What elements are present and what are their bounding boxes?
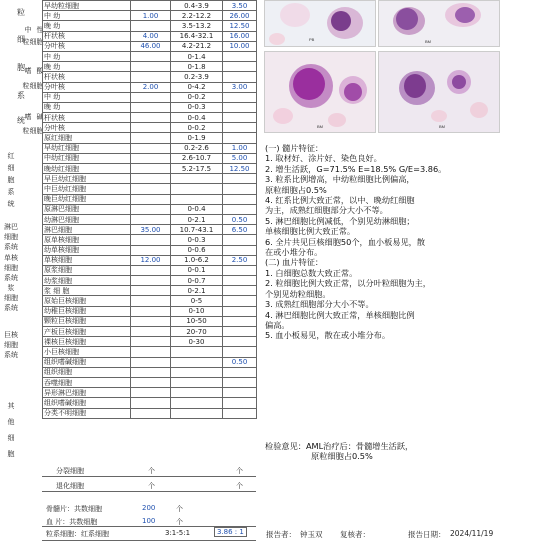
- cell-name: 幼浆细胞: [43, 276, 131, 286]
- cell-ref: 10-50: [171, 316, 223, 326]
- cell-name: 组织嗜碱细胞: [43, 357, 131, 367]
- cell-normal: [223, 72, 257, 82]
- bas-a: 嗜: [24, 113, 32, 121]
- cell-ref: 0-1.9: [171, 133, 223, 143]
- cell-ref: 20-70: [171, 327, 223, 337]
- cell-ref: [171, 194, 223, 204]
- cell-name: 颗粒巨核细胞: [43, 316, 131, 326]
- table-row: [43, 113, 257, 123]
- cell-ref: 0-0.7: [171, 276, 223, 286]
- cell-ref: 0-0.1: [171, 265, 223, 275]
- marrow-finding-line: 4. 红系比例大致正常，以中、晚幼红细胞: [265, 195, 415, 206]
- cell-ref: 0-10: [171, 306, 223, 316]
- cell-ref: 2.6-10.7: [171, 153, 223, 163]
- cell-normal: [223, 316, 257, 326]
- table-row: [43, 296, 257, 306]
- cell-name: 杆状核: [43, 113, 131, 123]
- micrograph-image: [378, 0, 500, 47]
- table-row: [43, 194, 257, 204]
- table-row: [43, 164, 257, 174]
- cell-normal: [223, 337, 257, 347]
- cell-normal: 0.50: [223, 357, 257, 367]
- cell-patient: [131, 102, 171, 112]
- cell-normal: [223, 388, 257, 398]
- cell-ref: 0-2.1: [171, 286, 223, 296]
- group-plasma: 浆 细胞 系统: [4, 284, 18, 312]
- cell-name: 早巨幼红细胞: [43, 174, 131, 184]
- cell-normal: 0.50: [223, 214, 257, 224]
- table-row: [43, 276, 257, 286]
- group-granulocyte-2: 细: [17, 35, 25, 44]
- cell-ref: 5.2-17.5: [171, 164, 223, 174]
- cell-normal: [223, 265, 257, 275]
- blood-finding-line: 1. 白细胞总数大致正常。: [265, 267, 358, 278]
- cell-ref: 0.2-2.6: [171, 143, 223, 153]
- group-other: 其 他 细 胞: [7, 402, 15, 458]
- table-row: [43, 388, 257, 398]
- cell-patient: [131, 388, 171, 398]
- divider: [42, 540, 256, 541]
- cell-name: 原单核细胞: [43, 235, 131, 245]
- cell-name: 分叶核: [43, 123, 131, 133]
- cell-ref: [171, 408, 223, 418]
- table-row: [43, 214, 257, 224]
- cell-ref: 3.5-13.2: [171, 21, 223, 31]
- cell-ref: 4.2-21.2: [171, 41, 223, 51]
- cell-patient: 1.00: [131, 11, 171, 21]
- cell-name: 单核细胞: [43, 255, 131, 265]
- cell-name: 幼单核细胞: [43, 245, 131, 255]
- cell-name: 中 幼: [43, 11, 131, 21]
- marrow-finding-line: 3. 粒系比例增高，中幼粒细胞比例偏高，: [265, 174, 415, 185]
- cell-name: 原始巨核细胞: [43, 296, 131, 306]
- degen-unit2: 个: [236, 482, 243, 490]
- neutro-b: 性: [36, 26, 44, 34]
- cell-patient: [131, 51, 171, 61]
- divide-label: 分裂细胞: [56, 467, 84, 475]
- cell-patient: [131, 1, 171, 11]
- cell-normal: [223, 194, 257, 204]
- group-megakaryocyte: 巨核 细胞 系统: [4, 331, 18, 359]
- table-row: [43, 82, 257, 92]
- table-row: [43, 11, 257, 21]
- cell-patient: [131, 245, 171, 255]
- cell-name: 幼稚巨核细胞: [43, 306, 131, 316]
- cell-ref: [171, 184, 223, 194]
- cell-patient: [131, 286, 171, 296]
- cell-name: 浆 细 胞: [43, 286, 131, 296]
- report-date: 2024/11/19: [450, 529, 494, 538]
- cell-normal: [223, 245, 257, 255]
- blood-findings-title: (二) 血片特征：: [265, 257, 324, 268]
- ratio-label: 粒系细胞：红系细胞: [46, 530, 109, 538]
- cell-patient: 2.00: [131, 82, 171, 92]
- cell-ref: [171, 398, 223, 408]
- cell-patient: [131, 153, 171, 163]
- cell-patient: [131, 316, 171, 326]
- cell-patient: [131, 113, 171, 123]
- cell-ref: 0-1.4: [171, 51, 223, 61]
- cell-ref: 0-30: [171, 337, 223, 347]
- cell-normal: [223, 367, 257, 377]
- group-granulocyte-3: 胞: [17, 63, 25, 72]
- cell-patient: 35.00: [131, 225, 171, 235]
- marrow-finding-line: 5. 淋巴细胞比例减低，个别见幼淋细胞；: [265, 215, 415, 226]
- table-row: [43, 92, 257, 102]
- cell-name: 原红细胞: [43, 133, 131, 143]
- cell-patient: [131, 398, 171, 408]
- table-row: [43, 377, 257, 387]
- cell-patient: [131, 327, 171, 337]
- table-row: [43, 398, 257, 408]
- cell-name: 杆状核: [43, 72, 131, 82]
- cell-ref: 0.2-3.9: [171, 72, 223, 82]
- marrow-finding-line: 原粒细胞占0.5%: [265, 184, 327, 195]
- photo-label: BM: [425, 39, 431, 44]
- cell-name: 幼淋巴细胞: [43, 214, 131, 224]
- table-row: [43, 225, 257, 235]
- cell-patient: [131, 184, 171, 194]
- cell-name: 淋巴细胞: [43, 225, 131, 235]
- blood-count-unit: 个: [176, 518, 183, 526]
- cell-ref: [171, 388, 223, 398]
- cell-name: 小巨核细胞: [43, 347, 131, 357]
- cell-patient: [131, 72, 171, 82]
- marrow-findings-title: (一) 髓片特征：: [265, 143, 324, 153]
- table-row: [43, 245, 257, 255]
- cell-count-table: [42, 0, 256, 419]
- table-row: [43, 286, 257, 296]
- cell-patient: [131, 265, 171, 275]
- cell-patient: [131, 296, 171, 306]
- cell-normal: 26.00: [223, 11, 257, 21]
- cell-ref: 0-1.8: [171, 62, 223, 72]
- cell-normal: [223, 113, 257, 123]
- table-row: [43, 337, 257, 347]
- cell-ref: [171, 377, 223, 387]
- table-row: [43, 306, 257, 316]
- marrow-findings-list: [265, 153, 446, 257]
- table-row: [43, 255, 257, 265]
- ratio-value: 3.86 : 1: [214, 527, 247, 537]
- cell-patient: [131, 276, 171, 286]
- eos-c: 粒细胞: [22, 82, 44, 90]
- group-erythroid: 红 细 胞 系 统: [7, 152, 15, 208]
- marrow-finding-line: 6. 全片共见巨核细胞50个，血小板易见，散: [265, 236, 426, 247]
- table-row: [43, 72, 257, 82]
- table-row: [43, 235, 257, 245]
- cell-patient: [131, 143, 171, 153]
- cell-normal: [223, 184, 257, 194]
- cell-patient: [131, 214, 171, 224]
- reporter-label: 报告者：: [266, 530, 296, 539]
- table-row: [43, 21, 257, 31]
- micrograph-image: [264, 0, 376, 47]
- cell-normal: [223, 123, 257, 133]
- group-labels: [0, 0, 42, 544]
- cell-normal: 2.50: [223, 255, 257, 265]
- table-row: [43, 204, 257, 214]
- cell-name: 早幼粒细胞: [43, 1, 131, 11]
- cell-name: 分叶核: [43, 41, 131, 51]
- cell-normal: 12.50: [223, 21, 257, 31]
- blood-count-value: 100: [142, 517, 156, 525]
- cell-patient: [131, 367, 171, 377]
- neutro-a: 中: [24, 26, 32, 34]
- divider: [42, 476, 256, 477]
- cell-normal: [223, 377, 257, 387]
- marrow-count-unit: 个: [176, 505, 183, 513]
- table-row: [43, 123, 257, 133]
- marrow-finding-line: 1. 取材好、涂片好、染色良好。: [265, 153, 382, 164]
- cell-patient: [131, 408, 171, 418]
- cell-name: 分叶核: [43, 82, 131, 92]
- cell-ref: 1.0-6.2: [171, 255, 223, 265]
- cell-name: 异形淋巴细胞: [43, 388, 131, 398]
- cell-ref: 0-0.6: [171, 245, 223, 255]
- ratio-ref: 3:1-5:1: [165, 529, 191, 537]
- cell-patient: [131, 174, 171, 184]
- table-row: [43, 357, 257, 367]
- divide-unit1: 个: [148, 467, 155, 475]
- eos-b: 酸: [36, 67, 44, 75]
- cell-ref: 0-2.1: [171, 214, 223, 224]
- cell-patient: [131, 194, 171, 204]
- cell-normal: 10.00: [223, 41, 257, 51]
- photo-label: PB: [309, 37, 315, 42]
- degen-unit1: 个: [148, 482, 155, 490]
- cell-normal: [223, 286, 257, 296]
- cell-name: 晚 幼: [43, 21, 131, 31]
- cell-ref: [171, 357, 223, 367]
- cell-patient: [131, 92, 171, 102]
- marrow-finding-line: 在或小堆分布。: [265, 247, 323, 258]
- cell-ref: 0-0.3: [171, 102, 223, 112]
- micrograph-panel: [264, 0, 540, 140]
- cell-patient: [131, 123, 171, 133]
- eos-a: 嗜: [24, 67, 32, 75]
- cell-patient: 46.00: [131, 41, 171, 51]
- cell-ref: 0-0.2: [171, 123, 223, 133]
- cell-name: 原淋巴细胞: [43, 204, 131, 214]
- cell-patient: [131, 377, 171, 387]
- table-row: [43, 174, 257, 184]
- marrow-count-label: 骨髓片：共数细胞: [46, 505, 102, 513]
- cell-normal: [223, 306, 257, 316]
- degen-label: 退化细胞: [56, 482, 84, 490]
- cell-ref: 0-0.2: [171, 92, 223, 102]
- cell-normal: [223, 276, 257, 286]
- cell-ref: 16.4-32.1: [171, 31, 223, 41]
- cell-normal: 12.50: [223, 164, 257, 174]
- table-row: [43, 31, 257, 41]
- divider: [42, 526, 256, 527]
- cell-name: 中 幼: [43, 92, 131, 102]
- blood-findings-list: [265, 268, 446, 341]
- cell-name: 晚 幼: [43, 102, 131, 112]
- cell-normal: [223, 102, 257, 112]
- cell-normal: 3.00: [223, 82, 257, 92]
- cell-normal: 5.00: [223, 153, 257, 163]
- cell-name: 晚巨幼红细胞: [43, 194, 131, 204]
- micrograph-image: [378, 51, 500, 133]
- table-row: [43, 102, 257, 112]
- neutro-c: 粒细胞: [22, 38, 44, 46]
- table-row: [43, 62, 257, 72]
- table-row: [43, 408, 257, 418]
- blood-finding-line: 个别见幼粒细胞。: [265, 288, 331, 299]
- table-row: [43, 316, 257, 326]
- cell-normal: [223, 398, 257, 408]
- cell-name: 裸核巨核细胞: [43, 337, 131, 347]
- table-row: [43, 327, 257, 337]
- table-row: [43, 367, 257, 377]
- group-granulocyte-4: 系: [17, 91, 25, 100]
- cell-patient: [131, 347, 171, 357]
- cell-patient: [131, 235, 171, 245]
- micrograph-image: [264, 51, 376, 133]
- cell-normal: [223, 296, 257, 306]
- bas-c: 粒细胞: [22, 127, 44, 135]
- photo-label: BM: [439, 124, 445, 129]
- cell-ref: [171, 174, 223, 184]
- reporter-name: 钟玉双: [300, 530, 323, 539]
- cell-patient: 4.00: [131, 31, 171, 41]
- table-row: [43, 51, 257, 61]
- cell-patient: [131, 133, 171, 143]
- cell-normal: 3.50: [223, 1, 257, 11]
- cell-name: 杆状核: [43, 31, 131, 41]
- opinion: [265, 441, 413, 462]
- cell-name: 晚幼红细胞: [43, 164, 131, 174]
- cell-patient: [131, 357, 171, 367]
- cell-name: 产板巨核细胞: [43, 327, 131, 337]
- group-granulocyte-5: 统: [17, 116, 25, 125]
- cell-ref: 0-0.4: [171, 204, 223, 214]
- table-row: [43, 265, 257, 275]
- cell-ref: 0-4.2: [171, 82, 223, 92]
- table-row: [43, 153, 257, 163]
- cell-name: 中巨幼红细胞: [43, 184, 131, 194]
- cell-normal: [223, 174, 257, 184]
- cell-patient: [131, 164, 171, 174]
- cell-patient: [131, 337, 171, 347]
- cell-patient: [131, 21, 171, 31]
- cell-patient: 12.00: [131, 255, 171, 265]
- group-granulocyte-1: 粒: [17, 8, 25, 17]
- cell-patient: [131, 306, 171, 316]
- cell-ref: 0.4-3.9: [171, 1, 223, 11]
- cell-ref: [171, 367, 223, 377]
- cell-normal: [223, 327, 257, 337]
- blood-finding-line: 3. 成熟红细胞部分大小不等。: [265, 299, 374, 310]
- cell-name: 晚 幼: [43, 62, 131, 72]
- cell-name: 组织细胞: [43, 367, 131, 377]
- cell-normal: [223, 347, 257, 357]
- blood-count-label: 血 片：共数细胞: [46, 518, 98, 526]
- cell-name: 组织嗜碱细胞: [43, 398, 131, 408]
- cell-name: 吞噬细胞: [43, 377, 131, 387]
- cell-normal: [223, 51, 257, 61]
- table-row: [43, 41, 257, 51]
- blood-finding-line: 4. 淋巴细胞比例大致正常，单核细胞比例: [265, 309, 415, 320]
- table-row: [43, 347, 257, 357]
- blood-finding-line: 5. 血小板易见，散在或小堆分布。: [265, 330, 391, 341]
- cell-ref: 10.7-43.1: [171, 225, 223, 235]
- cell-patient: [131, 204, 171, 214]
- marrow-finding-line: 为主，成熟红细胞部分大小不等。: [265, 205, 388, 216]
- group-lymphoid: 淋巴 细胞 系统: [4, 223, 18, 251]
- cell-patient: [131, 62, 171, 72]
- cell-name: 原浆细胞: [43, 265, 131, 275]
- cell-normal: 16.00: [223, 31, 257, 41]
- bas-b: 碱: [36, 113, 44, 121]
- opinion-line-1: 检验意见：AML治疗后：骨髓增生活跃，: [265, 441, 414, 451]
- cell-ref: [171, 347, 223, 357]
- table-row: [43, 184, 257, 194]
- cell-name: 分类不明细胞: [43, 408, 131, 418]
- cell-name: 早幼红细胞: [43, 143, 131, 153]
- cell-normal: [223, 235, 257, 245]
- cell-ref: 2.2-12.2: [171, 11, 223, 21]
- blood-finding-line: 2. 粒细胞比例大致正常，以分叶粒细胞为主，: [265, 278, 431, 289]
- marrow-finding-line: 单核细胞比例大致正常。: [265, 226, 356, 237]
- marrow-finding-line: 2. 增生活跃，G=71.5% E=18.5% G/E=3.86。: [265, 163, 447, 174]
- cell-name: 中 幼: [43, 51, 131, 61]
- findings-section: [265, 143, 446, 341]
- cell-name: 中幼红细胞: [43, 153, 131, 163]
- cell-normal: [223, 62, 257, 72]
- marrow-count-value: 200: [142, 504, 156, 512]
- cell-normal: 1.00: [223, 143, 257, 153]
- opinion-line-2: 原粒细胞占0.5%: [311, 451, 373, 462]
- cell-ref: 0-0.4: [171, 113, 223, 123]
- divide-unit2: 个: [236, 467, 243, 475]
- reviewer-label: 复核者：: [340, 530, 370, 539]
- table-row: [43, 1, 257, 11]
- cell-ref: 0-0.3: [171, 235, 223, 245]
- divider: [42, 491, 256, 492]
- cell-normal: 6.50: [223, 225, 257, 235]
- cell-normal: [223, 408, 257, 418]
- table-row: [43, 133, 257, 143]
- cell-normal: [223, 204, 257, 214]
- blood-finding-line: 偏高。: [265, 319, 290, 330]
- cell-ref: 0-5: [171, 296, 223, 306]
- table-row: [43, 143, 257, 153]
- report-date-label: 报告日期：: [408, 530, 446, 539]
- photo-label: BM: [317, 124, 323, 129]
- group-monocyte: 单核 细胞 系统: [4, 254, 18, 282]
- cell-normal: [223, 133, 257, 143]
- cell-normal: [223, 92, 257, 102]
